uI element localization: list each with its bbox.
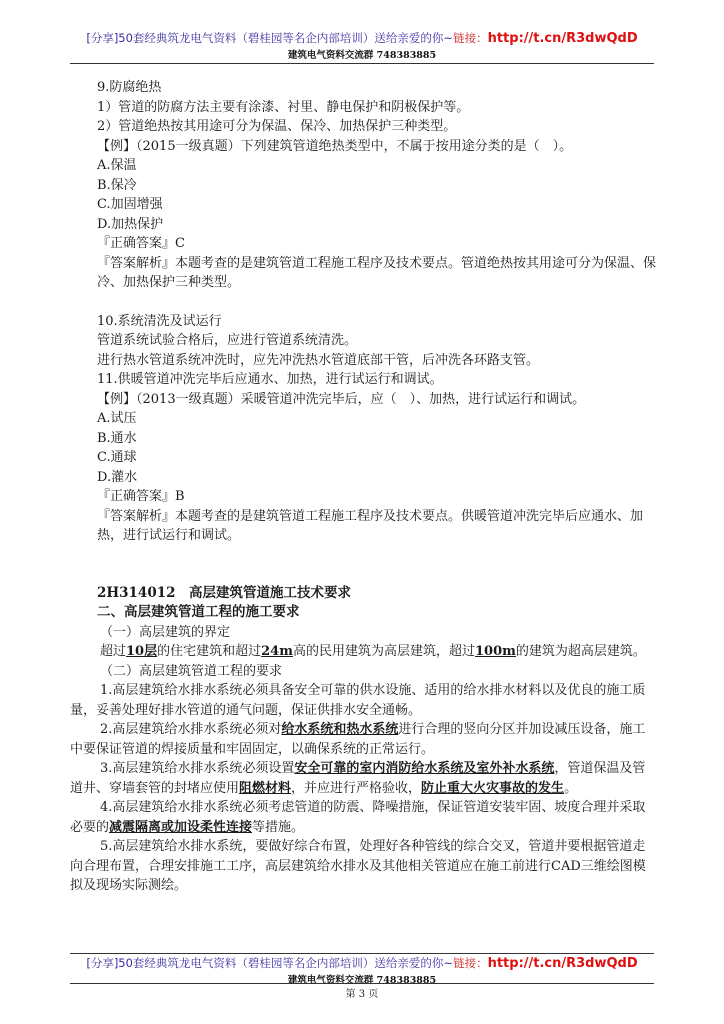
footer-rule — [70, 983, 654, 984]
banner-text: [分享]50套经典筑龙电气资料（碧桂园等名企内部培训）送给亲爱的你~ — [86, 31, 454, 45]
key-term: 阻燃材料 — [239, 780, 292, 796]
example-question: 【例】（2015一级真题）下列建筑管道绝热类型中，不属于按用途分类的是（ ）。 — [97, 138, 573, 154]
key-term: 10层 — [126, 644, 158, 659]
page-number: 第 3 页 — [345, 989, 379, 1000]
option: A.试压 — [97, 411, 137, 426]
example-question: 【例】（2013一级真题）采暖管道冲洗完毕后，应（ ）、加热，进行试运行和调试。 — [97, 391, 586, 407]
header-banner — [70, 30, 654, 61]
requirement-5: 5.高层建筑给水排水系统，要做好综合布置，处理好各种管线的综合交叉，管道井要根据管道走向合理布置，合理安排施工工序，高层建筑给水排水及其他相关管道应在施工前进行CAD三维绘图模拟及现场实际测绘。 — [70, 839, 646, 893]
page-content — [70, 78, 658, 896]
option: B.通水 — [97, 430, 137, 446]
key-term: 24m — [261, 644, 293, 659]
part-title: （一）高层建筑的界定 — [100, 624, 231, 640]
footer-rule-top — [70, 953, 654, 954]
key-term: 减震隔离或加设柔性连接 — [109, 819, 253, 835]
section-code-title: 2H314012 高层建筑管道施工技术要求 — [97, 584, 352, 601]
answer-analysis: 『答案解析』本题考查的是建筑管道工程施工程序及技术要点。管道绝热按其用途可分为保温、保冷、加热保护三种类型。 — [97, 255, 657, 290]
banner-group: 建筑电气资料交流群 748383885 — [287, 975, 437, 986]
option: D.加热保护 — [97, 216, 164, 232]
key-term: 给水系统和热水系统 — [281, 722, 399, 737]
banner-link[interactable]: http://t.cn/R3dwQdD — [487, 31, 638, 46]
banner-group: 建筑电气资料交流群 748383885 — [287, 50, 437, 61]
banner-link[interactable]: http://t.cn/R3dwQdD — [487, 956, 638, 971]
banner-link-label: 链接： — [453, 31, 488, 45]
section-subtitle: 二、高层建筑管道工程的施工要求 — [97, 604, 300, 620]
paragraph: 2）管道绝热按其用途可分为保温、保冷、加热保护三种类型。 — [97, 119, 457, 134]
header-rule — [70, 63, 654, 64]
paragraph: 管道系统试验合格后，应进行管道系统清洗。 — [97, 333, 358, 348]
paragraph: 1）管道的防腐方法主要有涂漆、衬里、静电保护和阴极保护等。 — [97, 99, 470, 115]
option: A.保温 — [97, 158, 137, 173]
answer-analysis: 『答案解析』本题考查的是建筑管道工程施工程序及技术要点。供暖管道冲洗完毕后应通水、加热，进行试运行和调试。 — [97, 508, 644, 543]
part-title: （二）高层建筑管道工程的要求 — [100, 663, 283, 679]
key-term: 100m — [475, 644, 516, 659]
key-term: 防止重大火灾事故的发生 — [421, 780, 565, 796]
option: C.通球 — [97, 450, 137, 465]
option: B.保冷 — [97, 177, 137, 193]
requirement-4: 4.高层建筑给水排水系统必须考虑管道的防震、降噪措施，保证管道安装牢固、坡度合理并采取必要的减震隔离或加设柔性连接等措施。 — [70, 800, 646, 835]
paragraph: 11.供暖管道冲洗完毕后应通水、加热，进行试运行和调试。 — [97, 372, 443, 387]
paragraph: 进行热水管道系统冲洗时，应先冲洗热水管道底部干管，后冲洗各环路支管。 — [97, 352, 540, 368]
section-title: 10.系统清洗及试运行 — [97, 313, 222, 329]
option: D.灌水 — [97, 469, 138, 485]
footer-banner — [70, 955, 654, 986]
option: C.加固增强 — [97, 197, 163, 212]
answer: 『正确答案』C — [97, 236, 185, 251]
requirement-1: 1.高层建筑给水排水系统必须具备安全可靠的供水设施、适用的给水排水材料以及优良的施工质量，妥善处理好排水管道的通气问题，保证供排水安全通畅。 — [70, 683, 646, 718]
section-title: 9.防腐绝热 — [97, 80, 162, 95]
requirement-3: 3.高层建筑给水排水系统必须设置安全可靠的室内消防给水系统及室外补水系统，管道保温及管道井、穿墙套管的封堵应使用阻燃材料，并应进行严格验收，防止重大火灾事故的发生。 — [70, 761, 646, 796]
key-term: 安全可靠的室内消防给水系统及室外补水系统 — [294, 761, 555, 776]
definition-paragraph: 超过10层的住宅建筑和超过24m高的民用建筑为高层建筑，超过100m的建筑为超高层建筑。 — [100, 644, 646, 659]
requirement-2: 2.高层建筑给水排水系统必须对给水系统和热水系统进行合理的竖向分区并加设减压设备，施工中要保证管道的焊接质量和牢固固定，以确保系统的正常运行。 — [70, 722, 646, 757]
banner-text: [分享]50套经典筑龙电气资料（碧桂园等名企内部培训）送给亲爱的你~ — [86, 956, 454, 970]
banner-link-label: 链接： — [453, 956, 488, 970]
answer: 『正确答案』B — [97, 489, 185, 504]
